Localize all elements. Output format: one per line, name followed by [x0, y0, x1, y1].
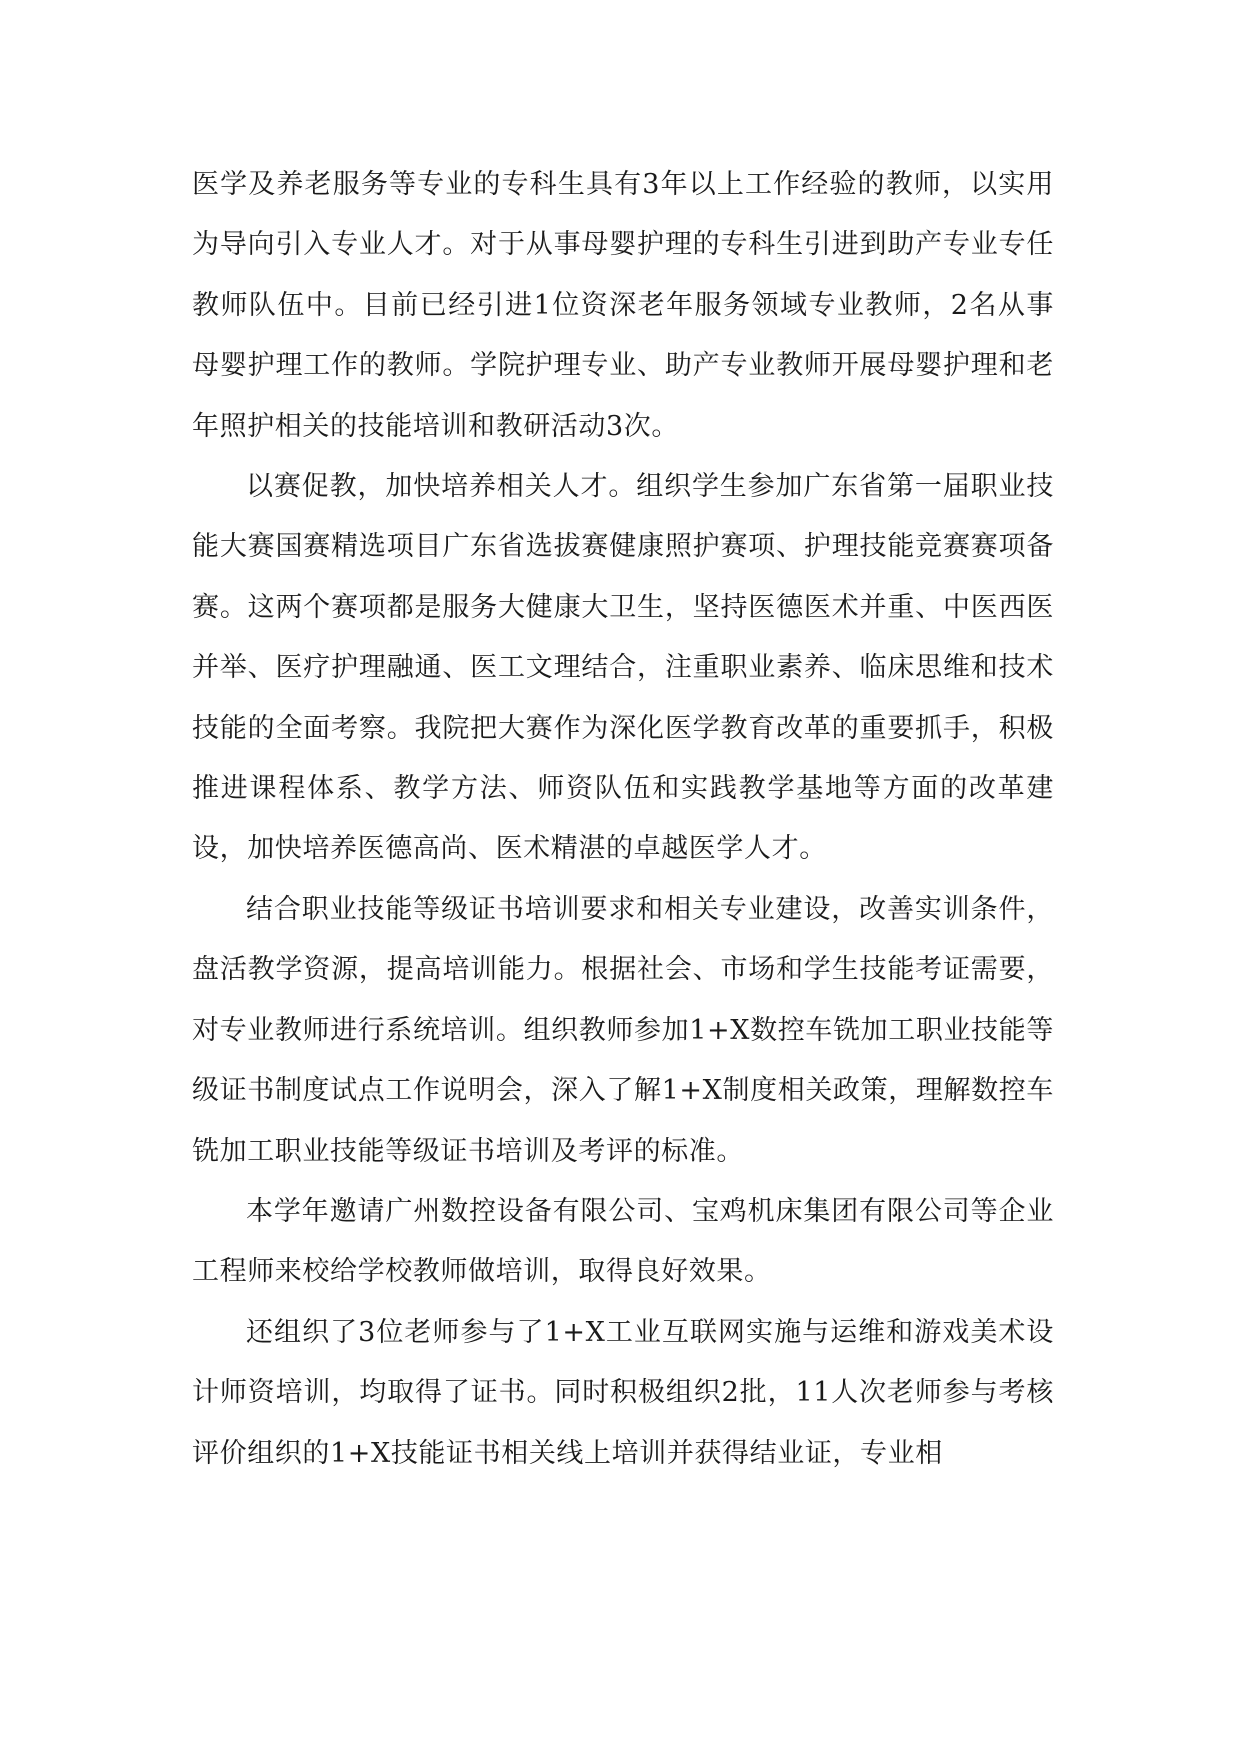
- paragraph-enterprise-engineers: 本学年邀请广州数控设备有限公司、宝鸡机床集团有限公司等企业工程师来校给学校教师做培训，取得良好效果。: [192, 1195, 1054, 1288]
- paragraph-certificate-training: 结合职业技能等级证书培训要求和相关专业建设，改善实训条件，盘活教学资源，提高培训能力。根据社会、市场和学生技能考证需要，对专业教师进行系统培训。组织教师参加1+X数控车铣加工职业技能等级证书制度试点工作说明会，深入了解1+X制度相关政策，理解数控车铣加工职业技能等级证书培训及考评的标准。: [192, 893, 1054, 1167]
- paragraph-teacher-certificates: 还组织了3位老师参与了1+X工业互联网实施与运维和游戏美术设计师资培训，均取得了证书。同时积极组织2批，11人次老师参与考核评价组织的1+X技能证书相关线上培训并获得结业证，专业相: [192, 1316, 1054, 1469]
- paragraph-competition: 以赛促教，加快培养相关人才。组织学生参加广东省第一届职业技能大赛国赛精选项目广东省选拔赛健康照护赛项、护理技能竞赛赛项备赛。这两个赛项都是服务大健康大卫生，坚持医德医术并重、中医西医并举、医疗护理融通、医工文理结合，注重职业素养、临床思维和技术技能的全面考察。我院把大赛作为深化医学教育改革的重要抓手，积极推进课程体系、教学方法、师资队伍和实践教学基地等方面的改革建设，加快培养医德高尚、医术精湛的卓越医学人才。: [192, 471, 1054, 865]
- paragraph-teacher-recruitment: 医学及养老服务等专业的专科生具有3年以上工作经验的教师，以实用为导向引入专业人才。对于从事母婴护理的专科生引进到助产专业专任教师队伍中。目前已经引进1位资深老年服务领域专业教师，2名从事母婴护理工作的教师。学院护理专业、助产专业教师开展母婴护理和老年照护相关的技能培训和教研活动3次。: [192, 169, 1054, 442]
- document-body: [192, 155, 1054, 1484]
